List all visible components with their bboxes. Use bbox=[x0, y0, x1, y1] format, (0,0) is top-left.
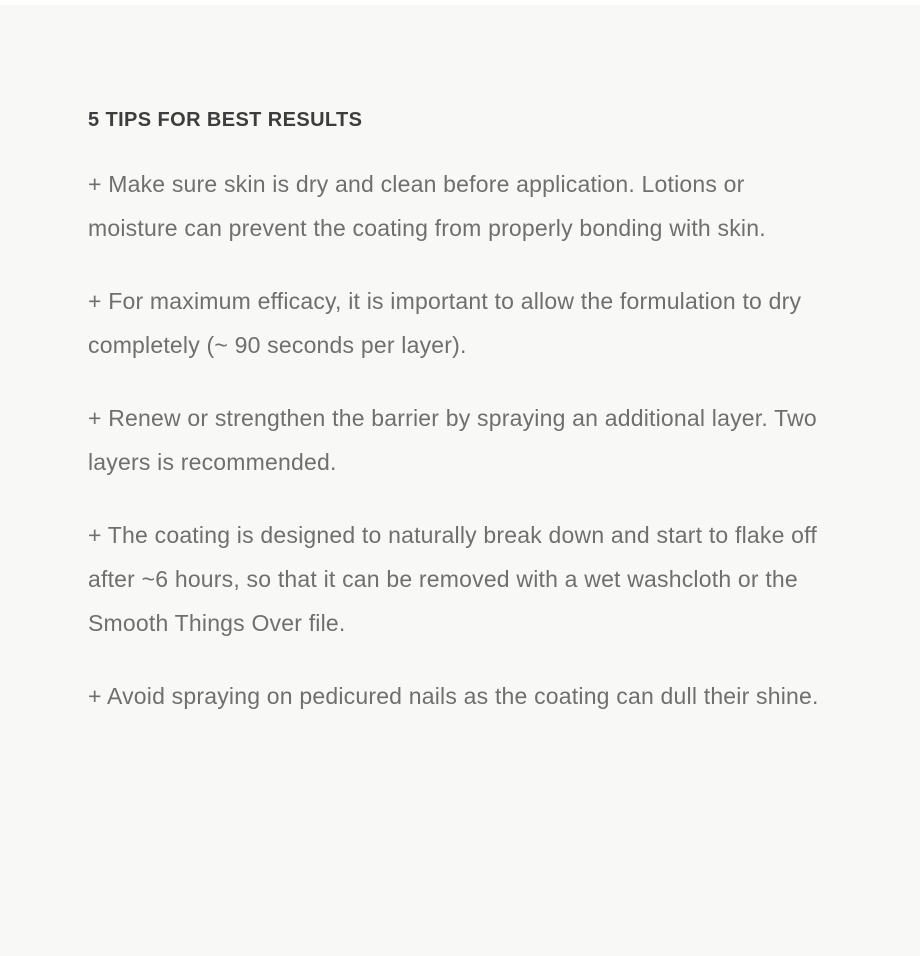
tips-section bbox=[0, 5, 920, 718]
tips-list bbox=[88, 162, 832, 718]
tip-item: + Make sure skin is dry and clean before application. Lotions or moisture can prevent the coating from properly bonding with skin. bbox=[88, 171, 766, 241]
tip-item: + Renew or strengthen the barrier by spraying an additional layer. Two layers is recommended. bbox=[88, 405, 817, 475]
tip-item: + Avoid spraying on pedicured nails as the coating can dull their shine. bbox=[88, 683, 819, 709]
tip-item: + For maximum efficacy, it is important to allow the formulation to dry completely (~ 90 seconds per layer). bbox=[88, 288, 802, 358]
tip-item: + The coating is designed to naturally break down and start to flake off after ~6 hours, so that it can be removed with a wet washcloth or the Smooth Things Over file. bbox=[88, 522, 817, 636]
section-heading: 5 TIPS FOR BEST RESULTS bbox=[88, 109, 363, 131]
